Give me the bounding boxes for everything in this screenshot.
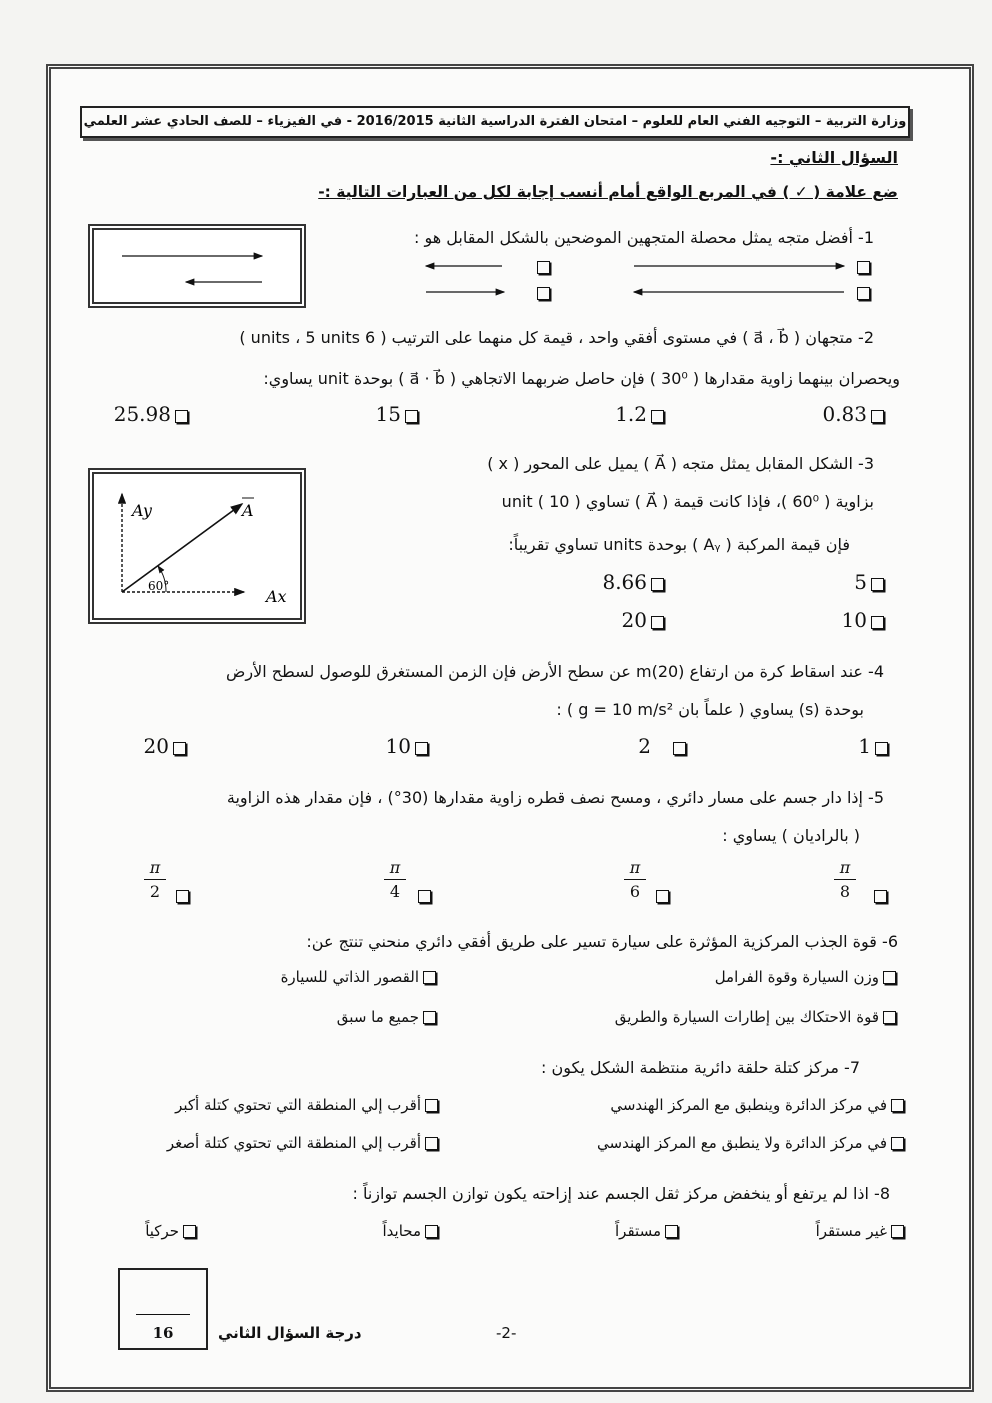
q2-option-2 [615,402,668,426]
q7-option-1-checkbox[interactable] [891,1099,904,1112]
score-box [118,1268,208,1350]
q2-option-1 [822,402,888,426]
q4-option-1 [858,734,892,758]
q8-option-3-checkbox[interactable] [425,1225,438,1238]
q2-option-3-label: 15 [375,402,401,426]
q3-option-3-checkbox[interactable] [871,616,884,629]
q5-line1: 5- إذا دار جسم على مسار دائري ، ومسح نصف قطره زاوية مقدارها (30°) ، فإن مقدار هذه الزاوية [226,788,884,807]
q2-line2: ويحصران بينهما زاوية مقدارها ( 30⁰ ) فإن حاصل ضربهما الاتجاهي ( a⃗ · b⃗ ) بوحدة unit يساوي: [263,369,900,388]
q7-option-1 [610,1096,908,1114]
q1-option-1-checkbox[interactable] [537,261,550,274]
q3-option-3-label: 10 [841,608,867,632]
q4-option-4 [144,734,190,758]
q3-option-1-label: 5 [854,570,867,594]
q4-line2: بوحدة (s) يساوي ( علماً بان g = 10 m/s² ) : [556,700,864,719]
q3-option-3 [842,608,888,632]
q4-option-4-checkbox[interactable] [173,742,186,755]
q1-option-4-checkbox[interactable] [857,287,870,300]
q1-options [420,254,880,306]
q6-option-3-label: قوة الاحتكاك بين إطارات السيارة والطريق [614,1008,879,1026]
q3-figure-vector-label: A [242,501,254,520]
q7-option-4-label: أقرب إلي المنطقة التي تحتوي كتلة أصغر [166,1134,421,1152]
q7-option-3-checkbox[interactable] [891,1137,904,1150]
exam-header [80,106,910,138]
q6-option-4-checkbox[interactable] [423,1011,436,1024]
q2-option-4-label: 25.98 [113,402,171,426]
page-number: -2- [496,1324,517,1342]
q3-option-4-checkbox[interactable] [651,616,664,629]
q7-option-2-label: أقرب إلي المنطقة التي تحتوي كتلة أكبر [175,1096,421,1114]
q7-option-2 [175,1096,442,1114]
q3-option-2-label: 8.66 [602,570,647,594]
q3-figure-y-label: Ay [132,501,152,520]
q5-option-3-checkbox[interactable] [418,890,431,903]
q2-option-1-checkbox[interactable] [871,410,884,423]
q8-option-3-label: محايداً [382,1222,421,1240]
q3-option-1 [854,570,888,594]
q6-option-1-checkbox[interactable] [883,971,896,984]
q4-option-3-label: 10 [385,734,411,758]
q7-option-3-label: في مركز الدائرة ولا ينطبق مع المركز الهندسي [597,1134,887,1152]
q1-text: 1- أفضل متجه يمثل محصلة المتجهين الموضحين بالشكل المقابل هو : [413,228,874,247]
q4-option-2-checkbox[interactable] [673,742,686,755]
section-title: السؤال الثاني :- [770,148,898,167]
q4-line1: 4- عند اسقاط كرة من ارتفاع (20)m عن سطح الأرض فإن الزمن المستغرق للوصول لسطح الأرض [226,662,884,681]
q3-option-2-checkbox[interactable] [651,578,664,591]
q5-option-3-fraction [384,858,406,901]
q6-option-4 [337,1008,440,1026]
q3-figure-angle-label: 60° [148,579,170,593]
q5-option-2-fraction [624,858,646,901]
q7-option-4 [167,1134,442,1152]
q3-option-1-checkbox[interactable] [871,578,884,591]
q5-option-2-denominator: 6 [629,882,641,901]
q5-option-3-denominator: 4 [389,882,401,901]
q8-option-4-checkbox[interactable] [183,1225,196,1238]
q4-option-1-checkbox[interactable] [875,742,888,755]
q5-option-2-numerator: π [629,858,641,877]
q8-option-1-label: غير مستقراً [815,1222,887,1240]
q2-option-2-checkbox[interactable] [651,410,664,423]
q2-option-3-checkbox[interactable] [405,410,418,423]
q3-option-2 [602,570,668,594]
section-instruction: ضع علامة ( ✓ ) في المربع الواقع أمام أنسب إجابة لكل من العبارات التالية :- [318,183,898,201]
q5-option-4-denominator: 2 [149,882,161,901]
q7-text: 7- مركز كتلة حلقة دائرية منتظمة الشكل يكون : [541,1058,860,1077]
q8-option-2-checkbox[interactable] [665,1225,678,1238]
q3-option-4 [622,608,668,632]
q4-option-1-label: 1 [858,734,871,758]
q7-option-3 [597,1134,908,1152]
q1-option-3-checkbox[interactable] [857,261,870,274]
q6-option-2-label: القصور الذاتي للسيارة [280,968,419,986]
q5-option-2-checkbox[interactable] [656,890,669,903]
q8-option-2 [615,1222,682,1240]
q8-option-2-label: مستقراً [615,1222,661,1240]
q6-text: 6- قوة الجذب المركزية المؤثرة على سيارة تسير على طريق أفقي دائري منحني تنتج عن: [306,932,898,951]
q5-option-1-numerator: π [839,858,851,877]
q5-option-3-numerator: π [389,858,401,877]
q7-option-1-label: في مركز الدائرة وينطبق مع المركز الهندسي [610,1096,887,1114]
score-max: 16 [152,1324,174,1342]
q2-option-3 [376,402,422,426]
q6-option-1-label: وزن السيارة وقوة الفرامل [714,968,879,986]
q5-option-4-checkbox[interactable] [176,890,189,903]
q6-option-2 [281,968,440,986]
q3-figure [88,468,306,624]
q5-option-1-fraction [834,858,856,901]
q2-option-4-checkbox[interactable] [175,410,188,423]
q2-option-2-label: 1.2 [615,402,647,426]
q3-line2: بزاوية ( 60⁰ )، فإذا كانت قيمة ( A⃗ ) تساوي unit ( 10 ) [501,492,874,511]
q1-figure [88,224,306,308]
q6-option-3 [615,1008,900,1026]
q6-option-3-checkbox[interactable] [883,1011,896,1024]
q8-option-4-label: حركياً [145,1222,179,1240]
q8-option-3 [382,1222,442,1240]
q2-line1: 2- متجهان ( a⃗ ، b⃗ ) في مستوى أفقي واحد ، قيمة كل منهما على الترتيب ( 6 units ، 5 units ) [239,328,874,347]
q6-option-4-label: جميع ما سبق [336,1008,419,1026]
q2-option-1-label: 0.83 [822,402,867,426]
q4-option-2-label: 2 [638,734,651,758]
header-text: وزارة التربية – التوجيه الفني العام للعلوم – امتحان الفترة الدراسية الثانية 2016/2015 - في الفيزياء – للصف الحادي عشر العلمي [83,114,907,129]
q8-option-4 [145,1222,200,1240]
q3-option-4-label: 20 [621,608,647,632]
q8-option-1 [816,1222,908,1240]
q4-option-2 [638,734,690,758]
q3-figure-x-label: Ax [266,587,287,606]
q5-option-1-denominator: 8 [839,882,851,901]
q8-text: 8- اذا لم يرتفع أو ينخفض مركز ثقل الجسم عند إزاحته يكون توازن الجسم توازناً : [352,1184,890,1203]
q5-option-4-fraction [144,858,166,901]
q8-option-1-checkbox[interactable] [891,1225,904,1238]
q4-option-3-checkbox[interactable] [415,742,428,755]
q2-option-4 [114,402,192,426]
q7-option-4-checkbox[interactable] [425,1137,438,1150]
q6-option-1 [715,968,900,986]
q4-option-4-label: 20 [143,734,169,758]
q3-line3: فإن قيمة المركبة ( Aᵧ ) بوحدة units تساوي تقريباً: [508,535,850,554]
q7-option-2-checkbox[interactable] [425,1099,438,1112]
q1-option-2-checkbox[interactable] [537,287,550,300]
q5-line2: ( بالراديان ) يساوي : [722,826,860,845]
q5-option-1-checkbox[interactable] [874,890,887,903]
score-label: درجة السؤال الثاني [218,1324,362,1342]
q4-option-3 [386,734,432,758]
q6-option-2-checkbox[interactable] [423,971,436,984]
q5-option-4-numerator: π [149,858,161,877]
q3-line1: 3- الشكل المقابل يمثل متجه ( A⃗ ) يميل على المحور ( x ) [487,454,874,473]
